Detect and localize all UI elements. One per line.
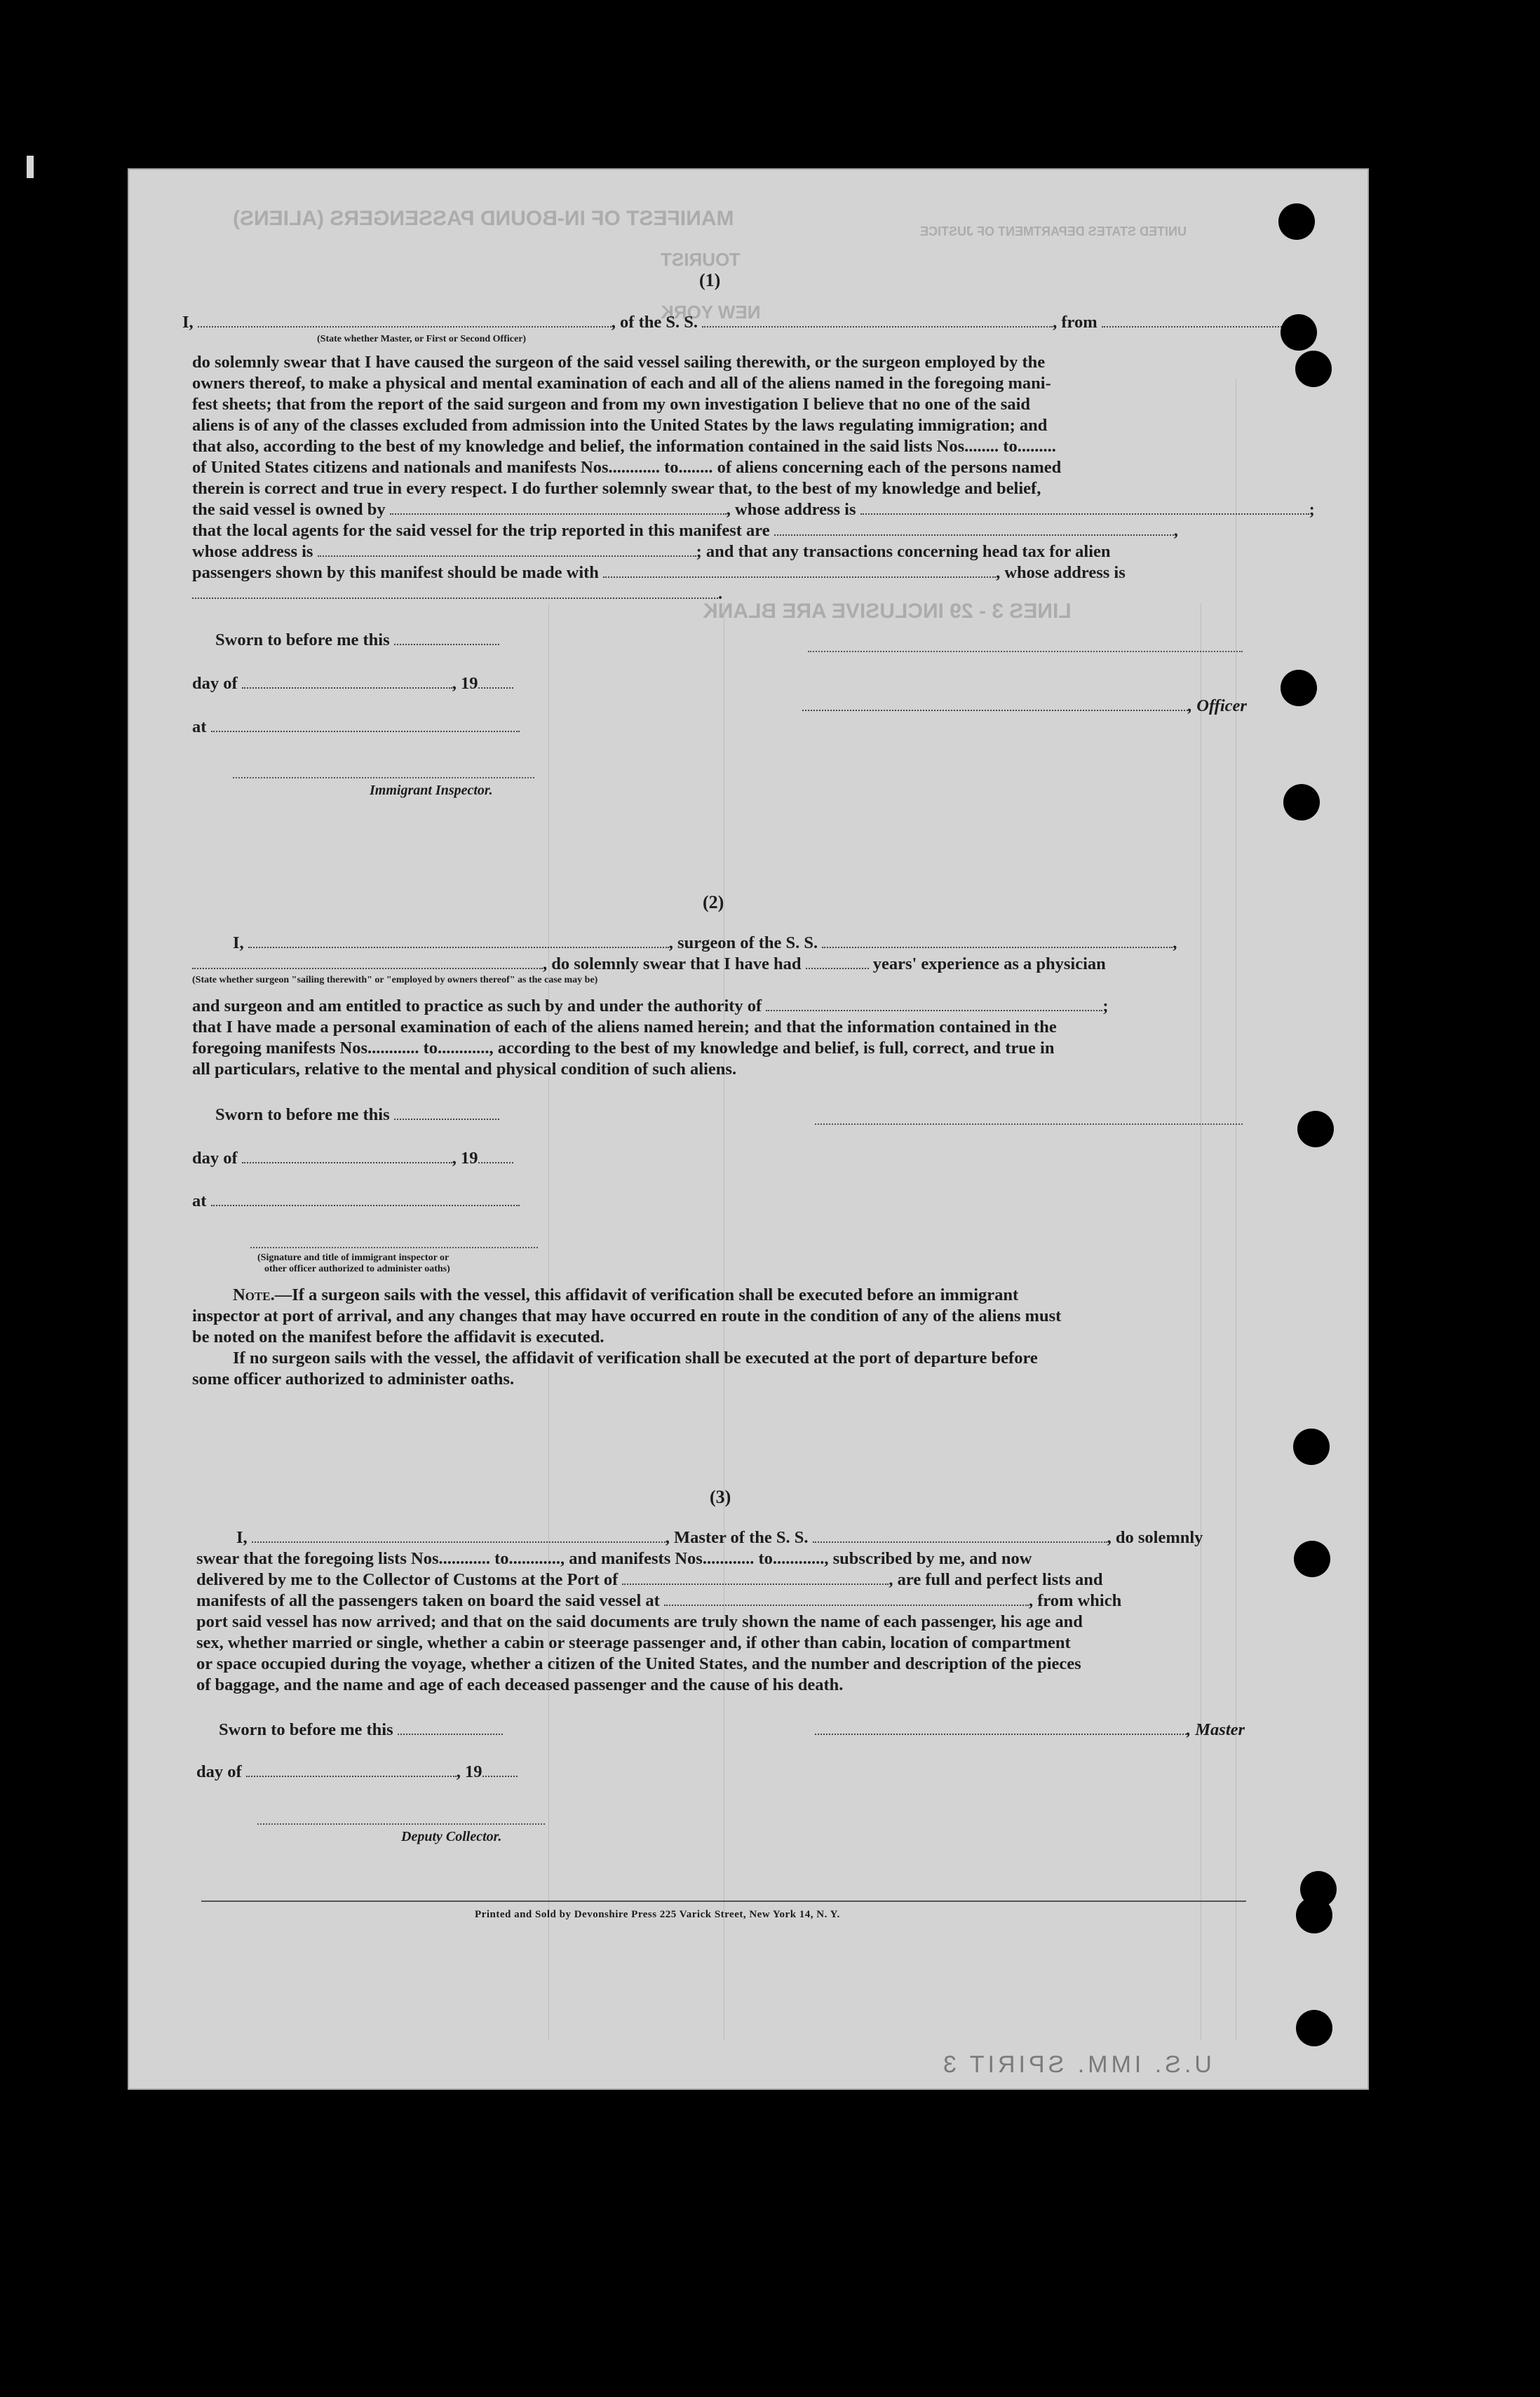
section-1-blank-line: . xyxy=(192,583,722,605)
section-3-line-2: delivered by me to the Collector of Customs at the Port of , are full and perfect lists and xyxy=(196,1570,1103,1589)
section-1-number: (1) xyxy=(699,270,721,290)
section-2-sig-caption-2: other officer authorized to administer oaths) xyxy=(264,1264,450,1274)
punch-hole xyxy=(1283,784,1320,821)
section-2-line-2: that I have made a personal examination of each of the aliens named herein; and that the information contained in the xyxy=(192,1018,1057,1037)
section-1-line-2: owners thereof, to make a physical and mental examination of each and all of the aliens named in the foregoing mani- xyxy=(192,374,1051,393)
section-2-signature-line xyxy=(815,1123,1243,1125)
section-3-deputy-line xyxy=(257,1823,545,1825)
section-3-line-6: or space occupied during the voyage, whether a citizen of the United States, and the number and description of the pieces xyxy=(196,1654,1081,1673)
section-2-number: (2) xyxy=(703,892,724,912)
section-1-sworn: Sworn to before me this xyxy=(215,630,499,651)
section-1-owned-by-line: the said vessel is owned by , whose address is ; xyxy=(192,500,1315,519)
punch-hole xyxy=(1296,2010,1332,2046)
section-1-signature-line xyxy=(808,651,1243,652)
section-3-sworn: Sworn to before me this xyxy=(219,1720,503,1741)
punch-hole xyxy=(1281,670,1317,706)
punch-hole xyxy=(1297,1111,1334,1147)
section-1-line-6: of United States citizens and nationals and manifests Nos............ to........ of aliens concerning each of the persons named xyxy=(192,458,1062,477)
section-3-deputy: Deputy Collector. xyxy=(401,1829,502,1844)
ghost-header-mid: TOURIST xyxy=(661,249,741,270)
manifest-page xyxy=(128,168,1369,2090)
section-2-caption: (State whether surgeon "sailing therewith" or "employed by owners thereof" as the case may be) xyxy=(192,975,598,985)
punch-hole xyxy=(1295,351,1332,387)
section-3-number: (3) xyxy=(710,1487,731,1507)
punch-hole xyxy=(1293,1429,1330,1465)
section-1-line-1: do solemnly swear that I have caused the surgeon of the said vessel sailing therewith, or the surgeon employed by the xyxy=(192,353,1046,372)
section-2-line-3: foregoing manifests Nos............ to............, according to the best of my knowledge and belief, is full, correct, and true in xyxy=(192,1039,1055,1058)
punch-hole xyxy=(1294,1541,1330,1577)
section-2-line-4: all particulars, relative to the mental and physical condition of such aliens. xyxy=(192,1060,737,1079)
section-1-head-tax-line: whose address is ; and that any transactions concerning head tax for alien xyxy=(192,542,1111,561)
film-edge-mark xyxy=(27,156,34,178)
section-1-line-4: aliens is of any of the classes excluded from admission into the United States by the laws regulating immigration; and xyxy=(192,416,1048,435)
section-2-note-5: some officer authorized to administer oaths. xyxy=(192,1370,515,1389)
section-3-line-7: of baggage, and the name and age of each deceased passenger and the cause of his death. xyxy=(196,1675,844,1694)
footer-rule xyxy=(201,1900,1246,1902)
section-3-line-4: port said vessel has now arrived; and that on the said documents are truly shown the name of each passenger, his age and xyxy=(196,1612,1083,1631)
section-1-first-line: I, , of the S. S. , from xyxy=(182,312,1288,333)
section-1-line-3: fest sheets; that from the report of the said surgeon and from my own investigation I believe that no one of the said xyxy=(192,395,1030,414)
section-1-line-7: therein is correct and true in every respect. I do further solemnly swear that, to the best of my knowledge and belief, xyxy=(192,479,1041,498)
section-3-first-line: I, , Master of the S. S. , do solemnly xyxy=(236,1528,1203,1547)
section-2-sig-rule xyxy=(250,1247,538,1248)
punch-hole xyxy=(1296,1897,1332,1933)
section-1-officer: , Officer xyxy=(802,696,1247,717)
printer-footer: Printed and Sold by Devonshire Press 225 Varick Street, New York 14, N. Y. xyxy=(475,1909,840,1920)
section-2-day-of: day of , 19 xyxy=(192,1148,513,1169)
section-1-inspector: Immigrant Inspector. xyxy=(370,783,493,798)
section-1-at: at xyxy=(192,717,520,738)
ghost-lines-note: LINES 3 - 29 INCLUSIVE ARE BLANK xyxy=(703,600,1072,623)
punch-hole xyxy=(1278,203,1315,240)
section-2-sig-caption-1: (Signature and title of immigrant inspector or xyxy=(257,1252,450,1263)
ghost-port: NEW YORK xyxy=(661,302,761,323)
section-2-note-3: be noted on the manifest before the affidavit is executed. xyxy=(192,1328,604,1346)
section-2-second-line: , do solemnly swear that I have had years' experience as a physician xyxy=(192,954,1106,975)
section-3-line-1: swear that the foregoing lists Nos............ to............, and manifests Nos............ to............, subscribed by me, and now xyxy=(196,1549,1032,1568)
section-2-line-1: and surgeon and am entitled to practice as such by and under the authority of ; xyxy=(192,997,1109,1015)
section-1-caption: (State whether Master, or First or Second Officer) xyxy=(317,334,527,344)
section-3-day-of: day of , 19 xyxy=(196,1762,518,1783)
section-1-passengers-line: passengers shown by this manifest should be made with , whose address is xyxy=(192,563,1126,582)
ghost-header-right: UNITED STATES DEPARTMENT OF JUSTICE xyxy=(920,224,1187,238)
ghost-header-left: MANIFEST OF IN-BOUND PASSENGERS (ALIENS) xyxy=(233,207,734,230)
section-1-local-agents-line: that the local agents for the said vessel for the trip reported in this manifest are , xyxy=(192,521,1178,540)
section-3-master: , Master xyxy=(815,1720,1245,1741)
section-1-inspector-line xyxy=(233,777,534,778)
section-2-sworn: Sworn to before me this xyxy=(215,1105,499,1126)
section-2-note-4: If no surgeon sails with the vessel, the affidavit of verification shall be executed at the port of departure before xyxy=(233,1349,1038,1368)
section-2-first-line: I, , surgeon of the S. S. , xyxy=(233,933,1177,952)
section-2-note-1: Note.—If a surgeon sails with the vessel, this affidavit of verification shall be executed before an immigrant xyxy=(233,1285,1019,1304)
section-1-line-5: that also, according to the best of my knowledge and belief, the information contained in the said lists Nos........ to......... xyxy=(192,437,1056,456)
section-3-line-5: sex, whether married or single, whether a cabin or steerage passenger and, if other than cabin, location of compartment xyxy=(196,1633,1071,1652)
section-2-at: at xyxy=(192,1191,520,1212)
section-2-note-2: inspector at port of arrival, and any changes that may have occurred en route in the condition of any of the aliens must xyxy=(192,1306,1062,1325)
punch-hole xyxy=(1281,314,1317,351)
section-1-day-of: day of , 19 xyxy=(192,673,513,694)
mirrored-stamp: U.S. IMM. SPIRIT 3 xyxy=(940,2051,1212,2078)
section-3-line-3: manifests of all the passengers taken on board the said vessel at , from which xyxy=(196,1591,1122,1610)
